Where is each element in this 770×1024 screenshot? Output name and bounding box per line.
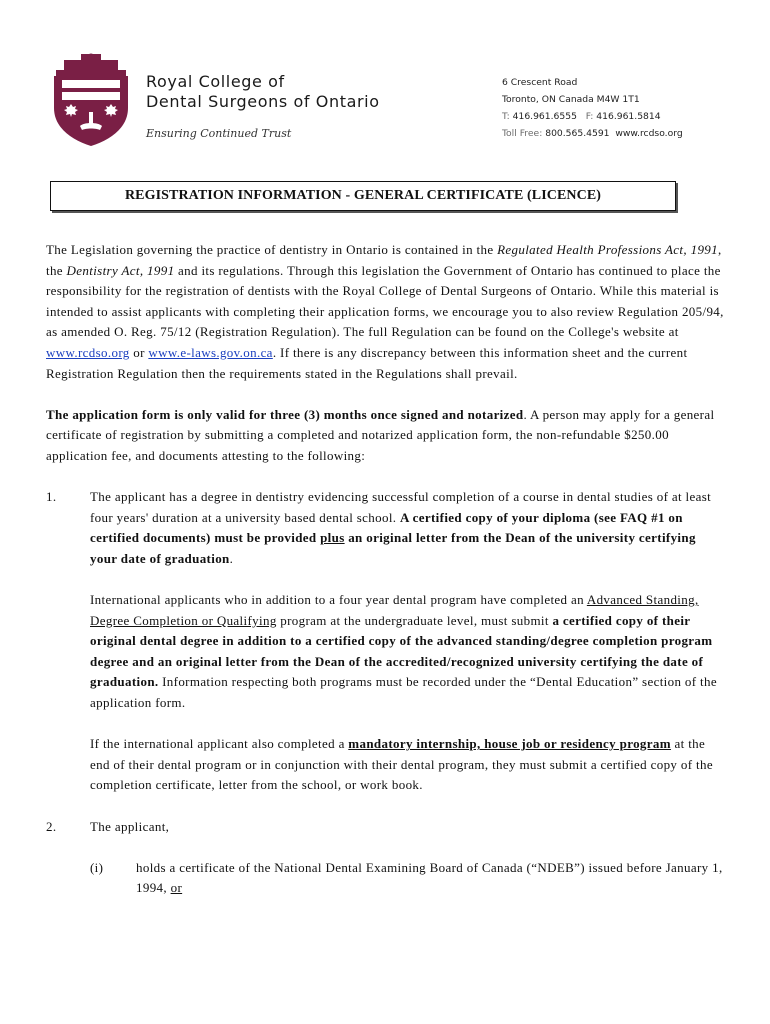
phone-number: 416.961.6555 — [512, 111, 577, 122]
internship-text: If the international applicant also completed a mandatory internship, house job or residency program at the end of their dental program or in conjunction with their dental program, they must submit a certified copy of the completion certificate, letter from the school, or work book. — [90, 736, 713, 793]
website-text: www.rcdso.org — [615, 128, 683, 139]
organization-name: Royal College of Dental Surgeons of Ontario — [146, 72, 380, 111]
document-title: REGISTRATION INFORMATION - GENERAL CERTIFICATE (LICENCE) — [50, 181, 676, 211]
letterhead — [0, 0, 770, 160]
item-number: 2. — [46, 818, 57, 834]
e-laws-link[interactable]: www.e-laws.gov.on.ca — [148, 344, 273, 360]
contact-block — [502, 74, 683, 142]
sub-item-i: (i) holds a certificate of the National Dental Examining Board of Canada (“NDEB”) issued before January 1, 1994, or — [90, 859, 723, 896]
applicant-lead-text: The applicant, — [90, 818, 170, 834]
intro-paragraph: The Legislation governing the practice of dentistry in Ontario is contained in the Regulated Health Professions Act, 1991, the Dentistry Act, 1991 and its regulations. Through this legislation the Government of Ontario has continued to place the responsibility for the registration of dentists with the Royal College of Dental Surgeons of Ontario. While this material is intended to assist applicants with completing their application forms, we encourage you to also review Regulation 205/94, as amended O. Reg. 75/12 (Registration Regulation). The full Regulation can be found on the College's website at www.rcdso.org or www.e-laws.gov.on.ca. If there is any discrepancy between this information sheet and the current Registration Regulation then the requirements stated in the Regulations shall prevail. — [46, 242, 724, 381]
tagline: Ensuring Continued Trust — [146, 127, 292, 140]
document-body — [46, 240, 726, 920]
fax-number: 416.961.5814 — [596, 111, 661, 122]
requirement-item-2 — [46, 817, 726, 899]
rcdso-link[interactable]: www.rcdso.org — [46, 344, 130, 360]
rcdso-crest-logo — [50, 52, 132, 148]
tollfree-number: 800.565.4591 — [545, 128, 610, 139]
tollfree-web-line: Toll Free: 800.565.4591 www.rcdso.org — [502, 128, 683, 139]
address-line-1: 6 Crescent Road — [502, 77, 578, 88]
address-line-2: Toronto, ON Canada M4W 1T1 — [502, 94, 640, 105]
degree-requirement-text: The applicant has a degree in dentistry evidencing successful completion of a course in dental studies of at least four years' duration at a university based dental school. A certified copy of your diploma (see FAQ #1 on certified documents) must be provided plus an original letter from the Dean of the university certifying your date of graduation. — [90, 489, 712, 566]
international-applicants-text: International applicants who in addition to a four year dental program have completed an Advanced Standing, Degree Completion or Qualifying program at the undergraduate level, must submit a certified copy of their original dental degree in addition to a certified copy of the advanced standing/degree completion program degree and an original letter from the Dean of the accredited/recognized university certifying the date of graduation. Information respecting both programs must be recorded under the “Dental Education” section of the application form. — [90, 592, 717, 711]
validity-paragraph: The application form is only valid for three (3) months once signed and notarized. A person may apply for a general certificate of registration by submitting a completed and notarized application form, the non-refundable $250.00 application fee, and documents attesting to the following: — [46, 406, 715, 463]
requirement-item-1 — [46, 487, 726, 796]
item-number: 1. — [46, 489, 57, 505]
sub-item-number: (i) — [90, 859, 104, 875]
phone-fax-line: T: 416.961.6555 F: 416.961.5814 — [502, 111, 661, 122]
